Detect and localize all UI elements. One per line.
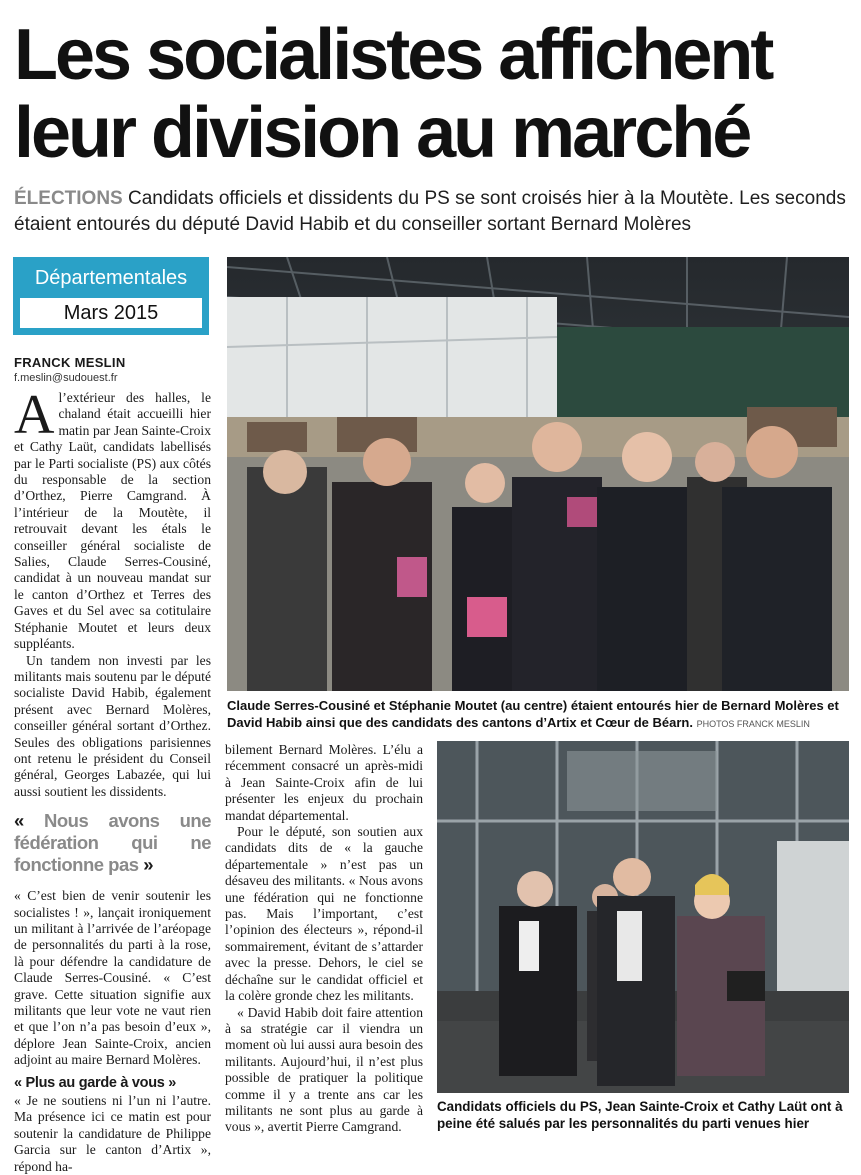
article-column-2 (225, 742, 423, 1136)
byline-email[interactable]: f.meslin@sudouest.fr (14, 372, 118, 384)
paragraph: Pour le député, son soutien aux candidats dits de « la gauche départementale » n’est pas un désaveu des militants. « Nous avons une fédération qui ne fonctionne pas. Mais l’important, c’est l’opinion des électeurs », répond-il sommairement, évitant de s’attarder avec la presse. Dehors, le ciel se déchaîne sur le candidat officiel et la colère gronde chez les militants. (225, 824, 423, 1004)
officials-outside-photo (437, 741, 849, 1093)
paragraph: Un tandem non investi par les militants mais soutenu par le député socialiste David Habib, également présent avec Bernard Molères, conseiller général sortant d’Orthez. Seules des obligations parisiennes ont retenu le président du Conseil général, Georges Labazée, qui lui aussi soutient les dissidents. (14, 652, 211, 799)
pull-quote: « Nous avons une fédération qui ne fonctionne pas » (14, 810, 212, 876)
byline-author: FRANCK MESLIN (14, 355, 126, 370)
rubric-badge-date: Mars 2015 (20, 298, 202, 328)
kicker: ÉLECTIONS (14, 188, 123, 209)
photo-credit: PHOTOS FRANCK MESLIN (696, 719, 810, 729)
rubric-badge (13, 257, 209, 335)
paragraph: bilement Bernard Molères. L’élu a récemment consacré un après-midi à Jean Sainte-Croix afin de lui présenter les enjeux du prochain mandat départemental. (225, 742, 423, 823)
subheading: « Plus au garde à vous » (14, 1074, 177, 1091)
paragraph: « David Habib doit faire attention à sa stratégie car il viendra un moment où lui aussi aura besoin des militants. Aujourd’hui, il n’est plus possible de pratiquer la politique comme il y a trente ans car les militants ne sont plus au garde à vous », avertit Pierre Camgrand. (225, 1004, 423, 1135)
paragraph: Al’extérieur des halles, le chaland était accueilli hier matin par Jean Sainte-Croix et Cathy Laüt, candidats labellisés par le Parti socialiste (PS) aux côtés du responsable de la section d’Orthez, Pierre Camgrand. À l’intérieur de la Moutète, il retrouvait devant les étals le conseiller général socialiste de Salies, Claude Serres-Cousiné, candidat à un nouveau mandat sur le canton d’Orthez et Terres des Gaves et du Sel avec sa cotitulaire Stéphanie Moutet et leurs deux suppléants. (14, 384, 211, 652)
rubric-badge-title: Départementales (34, 267, 188, 289)
deck (14, 186, 854, 238)
paragraph: « Je ne soutiens ni l’un ni l’autre. Ma présence ici ce matin est pour soutenir la candidature de Philippe Garcia sur le canton d’Artix », répond ha- (14, 1093, 211, 1174)
market-photo-caption: Claude Serres-Cousiné et Stéphanie Moutet (au centre) étaient entourés hier de Bernard Molères et David Habib ainsi que des candidats des cantons d’Artix et Cœur de Béarn. PHOTOS FRANCK MESLIN (227, 698, 839, 730)
paragraph: « C’est bien de venir soutenir les socialistes ! », lançait ironiquement un militant à l’arrivée de l’aréopage de personnalités du parti à la rose, là pour défendre la candidature de Claude Serres-Cousiné. « C’est grave. Cette situation signifie aux militants que leur vote ne vaut rien et que l’on n’a pas besoin d’eux », déplore Jean Sainte-Croix, ancien adjoint au maire Bernard Molères. (14, 888, 211, 1068)
drop-cap: A (14, 384, 55, 446)
market-group-photo (227, 257, 849, 691)
article-column-1 (14, 384, 212, 1175)
headline-line-1: Les socialistes affichent (14, 15, 772, 95)
headline (14, 16, 854, 172)
headline-line-2: leur division au marché (14, 93, 750, 173)
outside-photo-caption: Candidats officiels du PS, Jean Sainte-Croix et Cathy Laüt ont à peine été salués par les personnalités du parti venues hier (437, 1099, 843, 1131)
deck-text: Candidats officiels et dissidents du PS se sont croisés hier à la Moutète. Les seconds étaient entourés du député David Habib et du conseiller sortant Bernard Molères (14, 188, 846, 235)
